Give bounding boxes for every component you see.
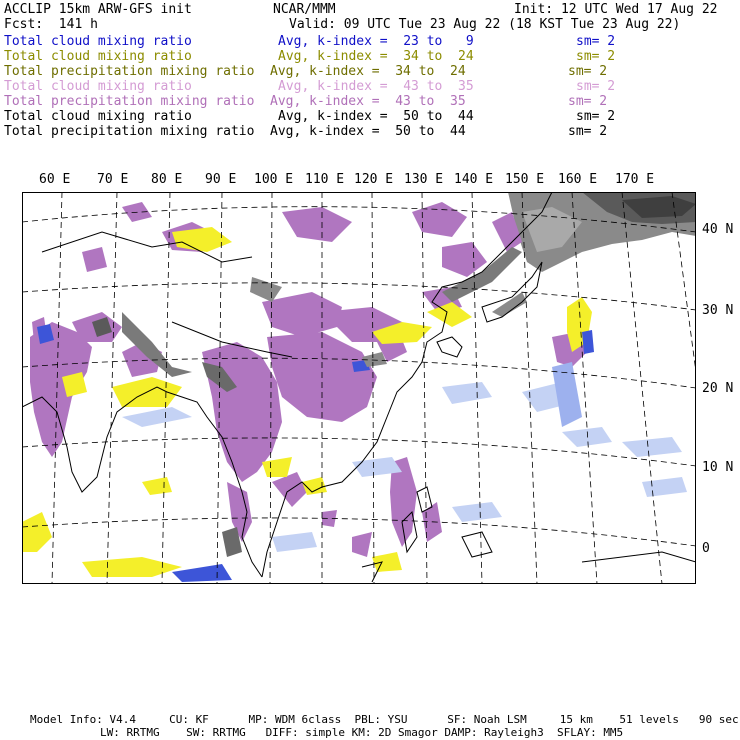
field-smooth: sm= 2 — [568, 124, 608, 139]
org-label: NCAR/MMM — [273, 2, 336, 17]
model-info-line1: Model Info: V4.4 CU: KF MP: WDM 6class PBL: YSU SF: Noah LSM 15 km 51 levels 90 sec — [30, 713, 739, 726]
model-title: ACCLIP 15km ARW-GFS init — [4, 2, 192, 17]
field-smooth: sm= 2 — [568, 64, 608, 79]
lon-label: 80 E — [151, 172, 183, 187]
field-smooth: sm= 2 — [576, 49, 616, 64]
lon-label: 160 E — [558, 172, 598, 187]
field-desc: Avg, k-index = 34 to 24 — [278, 49, 474, 64]
model-info-line2: LW: RRTMG SW: RRTMG DIFF: simple KM: 2D Smagor DAMP: Rayleigh3 SFLAY: MM5 — [100, 726, 624, 739]
field-name: Total cloud mixing ratio — [4, 34, 192, 49]
field-name: Total cloud mixing ratio — [4, 109, 192, 124]
lon-label: 170 E — [615, 172, 655, 187]
lon-label: 140 E — [454, 172, 494, 187]
lon-label: 130 E — [404, 172, 444, 187]
field-desc: Avg, k-index = 34 to 24 — [270, 64, 466, 79]
field-smooth: sm= 2 — [576, 79, 616, 94]
lon-label: 70 E — [97, 172, 129, 187]
field-name: Total precipitation mixing ratio — [4, 124, 255, 139]
field-smooth: sm= 2 — [576, 109, 616, 124]
field-desc: Avg, k-index = 23 to 9 — [278, 34, 474, 49]
lon-label: 120 E — [354, 172, 394, 187]
field-desc: Avg, k-index = 43 to 35 — [270, 94, 466, 109]
lon-label: 150 E — [505, 172, 545, 187]
field-desc: Avg, k-index = 50 to 44 — [270, 124, 466, 139]
field-name: Total cloud mixing ratio — [4, 79, 192, 94]
init-time: Init: 12 UTC Wed 17 Aug 22 — [514, 2, 718, 17]
lat-label: 20 N — [702, 381, 734, 396]
field-name: Total precipitation mixing ratio — [4, 64, 255, 79]
lon-label: 90 E — [205, 172, 237, 187]
lat-label: 10 N — [702, 460, 734, 475]
field-name: Total cloud mixing ratio — [4, 49, 192, 64]
weather-map — [22, 192, 696, 584]
lon-label: 110 E — [305, 172, 345, 187]
forecast-hour: Fcst: 141 h — [4, 17, 98, 32]
field-smooth: sm= 2 — [576, 34, 616, 49]
valid-time: Valid: 09 UTC Tue 23 Aug 22 (18 KST Tue 23 Aug 22) — [289, 17, 681, 32]
field-smooth: sm= 2 — [568, 94, 608, 109]
lat-label: 30 N — [702, 303, 734, 318]
lon-label: 60 E — [39, 172, 71, 187]
lat-label: 0 — [702, 541, 710, 556]
lon-label: 100 E — [254, 172, 294, 187]
field-name: Total precipitation mixing ratio — [4, 94, 255, 109]
lat-label: 40 N — [702, 222, 734, 237]
field-desc: Avg, k-index = 43 to 35 — [278, 79, 474, 94]
field-desc: Avg, k-index = 50 to 44 — [278, 109, 474, 124]
